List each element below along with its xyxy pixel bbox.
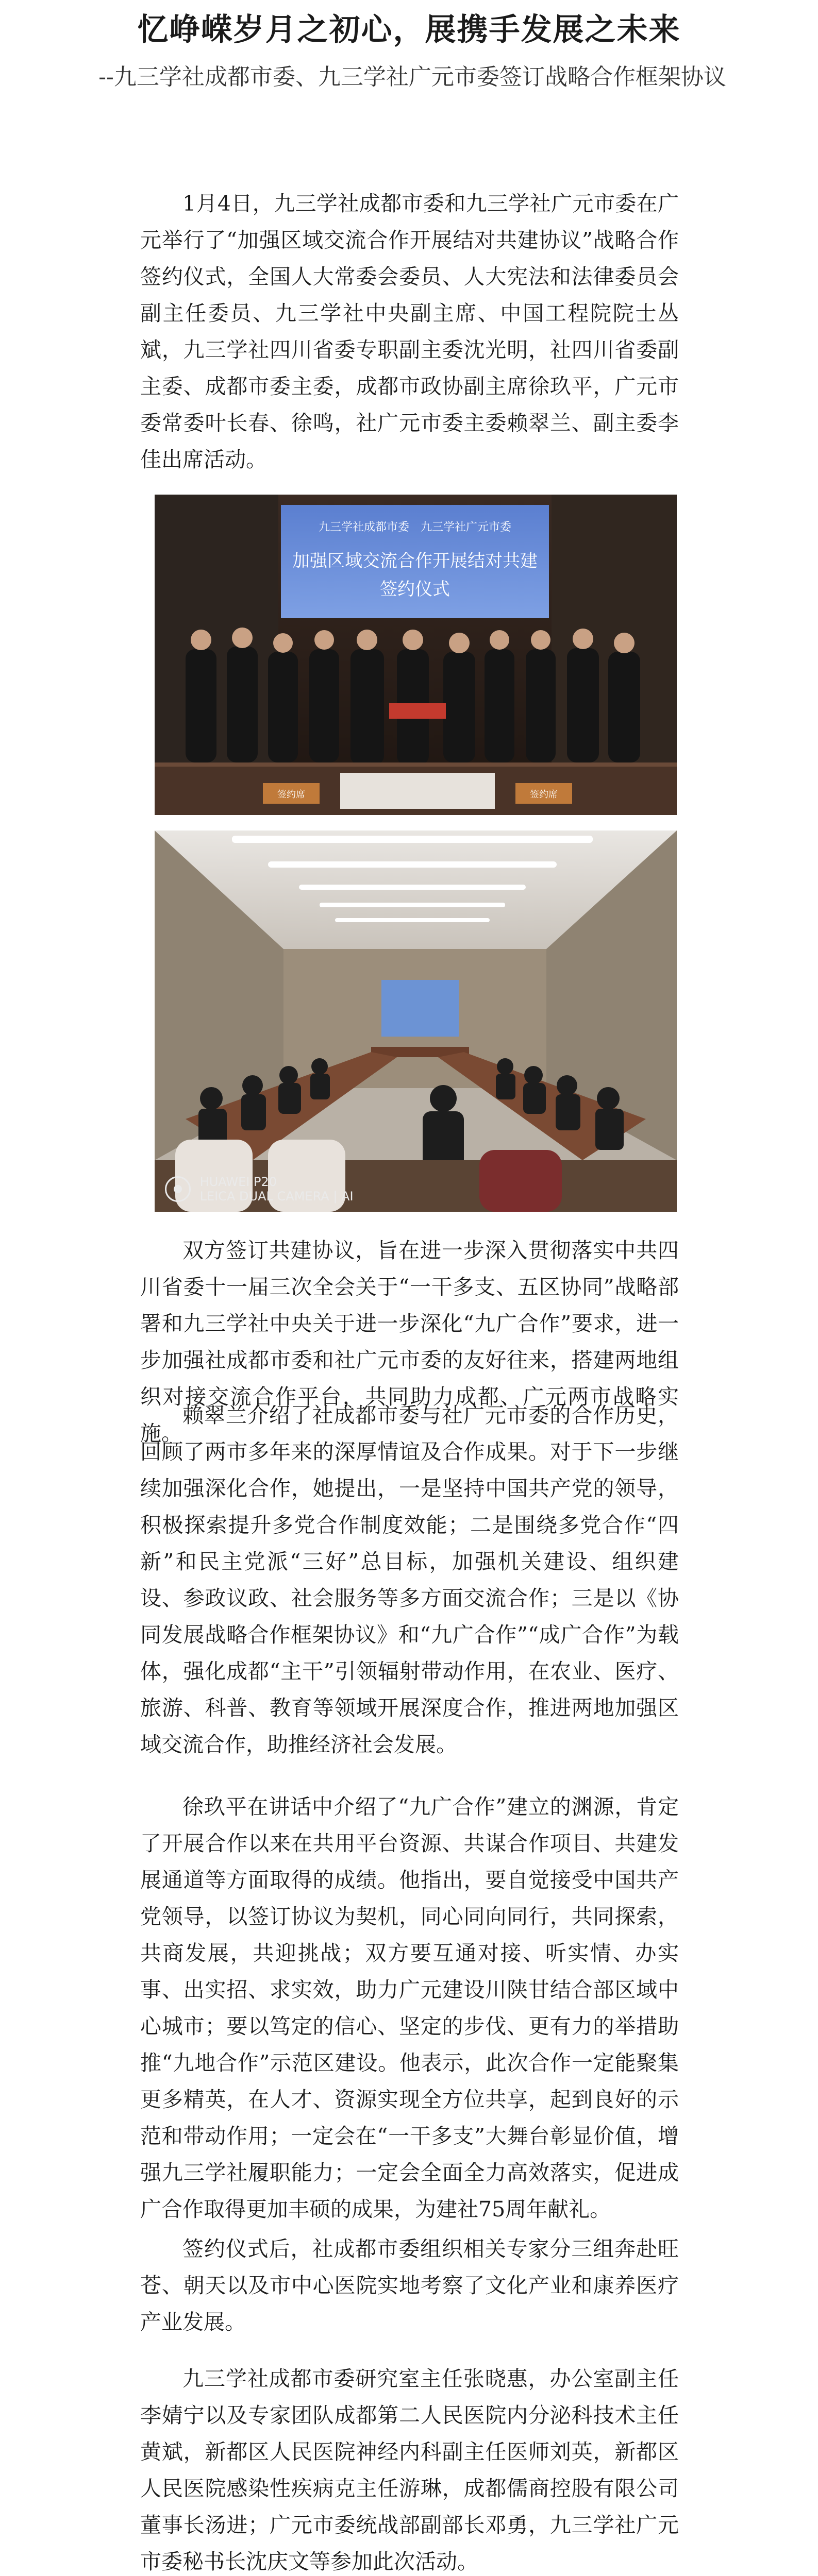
- article-subtitle: --九三学社成都市委、九三学社广元市委签订战略合作框架协议: [98, 64, 726, 90]
- camera-lens-icon: [165, 1176, 191, 1202]
- signing-ceremony-photo: [155, 495, 677, 815]
- paragraph-1: 1月4日，九三学社成都市委和九三学社广元市委在广元举行了“加强区域交流合作开展结对共建协议”战略合作签约仪式，全国人大常委会委员、人大宪法和法律委员会副主任委员、九三学社中央副主席、中国工程院院士丛斌，九三学社四川省委专职副主委沈光明，社四川省委副主委、成都市委主委，成都市政协副主席徐玖平，广元市委常委叶长春、徐鸣，社广元市委主委赖翠兰、副主委李佳出席活动。: [140, 191, 679, 472]
- watermark-camera: LEICA DUAL CAMERA | AI: [199, 1189, 354, 1204]
- paragraph-4: 徐玖平在讲话中介绍了“九广合作”建立的渊源，肯定了开展合作以来在共用平台资源、共谋合作项目、共建发展通道等方面取得的成绩。他指出，要自觉接受中国共产党领导，以签订协议为契机，同心同向同行，共同探索，共商发展，共迎挑战；双方要互通对接、听实情、办实事、出实招、求实效，助力广元建设川陕甘结合部区域中心城市；要以笃定的信心、坚定的步伐、更有力的举措助推“九地合作”示范区建设。他表示，此次合作一定能聚集更多精英，在人才、资源实现全方位共享，起到良好的示范和带动作用；一定会在“一干多支”大舞台彰显价值，增强九三学社履职能力；一定会全面全力高效落实，促进成广合作取得更加丰硕的成果，为建社75周年献礼。: [140, 1794, 679, 2222]
- banner-line-1: 九三学社成都市委 九三学社广元市委: [318, 521, 512, 534]
- meeting-room-photo: [155, 831, 677, 1212]
- desk-card-right: 签约席: [530, 789, 558, 800]
- article-title: 忆峥嵘岁月之初心，展携手发展之未来: [137, 12, 681, 48]
- camera-watermark: [165, 1175, 354, 1204]
- paragraph-2: 双方签订共建协议，旨在进一步深入贯彻落实中共四川省委十一届三次全会关于“一干多支、五区协同”战略部署和九三学社中央关于进一步深化“九广合作”要求，进一步加强社成都市委和社广元市委的友好往来，搭建两地组织对接交流合作平台，共同助力成都、广元两市战略实施。: [140, 1238, 679, 1446]
- paragraph-6: 九三学社成都市委研究室主任张晓惠，办公室副主任李婧宁以及专家团队成都第二人民医院内分泌科技术主任黄斌，新都区人民医院神经内科副主任医师刘英，新都区人民医院感染性疾病克主任游琳，成都儒商控股有限公司董事长汤进；广元市委统战部副部长邓勇，九三学社广元市委秘书长沈庆文等参加此次活动。: [140, 2366, 679, 2574]
- desk-card-left: 签约席: [277, 789, 305, 800]
- watermark-model: HUAWEI P20: [199, 1175, 277, 1189]
- banner-line-2: 加强区域交流合作开展结对共建: [292, 551, 538, 571]
- banner-line-3: 签约仪式: [380, 579, 450, 600]
- paragraph-5: 签约仪式后，社成都市委组织相关专家分三组奔赴旺苍、朝天以及市中心医院实地考察了文化产业和康养医疗产业发展。: [140, 2236, 679, 2334]
- paragraph-3: 赖翠兰介绍了社成都市委与社广元市委的合作历史，回顾了两市多年来的深厚情谊及合作成果。对于下一步继续加强深化合作，她提出，一是坚持中国共产党的领导，积极探索提升多党合作制度效能；二是围绕多党合作“四新”和民主党派“三好”总目标，加强机关建设、组织建设、参政议政、社会服务等多方面交流合作；三是以《协同发展战略合作框架协议》和“九广合作”“成广合作”为载体，强化成都“主干”引领辐射带动作用，在农业、医疗、旅游、科普、教育等领域开展深度合作，推进两地加强区域交流合作，助推经济社会发展。: [140, 1403, 679, 1757]
